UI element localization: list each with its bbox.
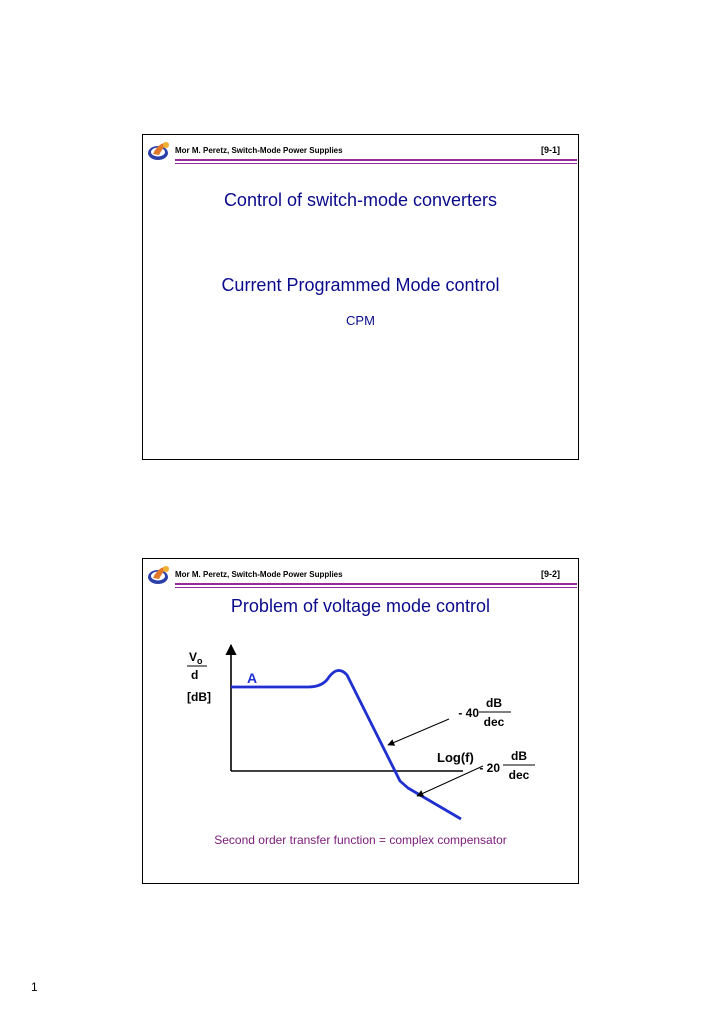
y-label-numerator: $V_o$: [189, 650, 203, 666]
slide-header: [143, 135, 578, 165]
slide-number: [9-1]: [540, 145, 560, 155]
slope2-value: - 20: [479, 761, 500, 775]
slope1-pointer: [388, 719, 449, 745]
slope1-unit-den: dec: [483, 715, 505, 729]
slide-9-2: [142, 558, 579, 884]
x-axis-label: Log(f): [437, 750, 474, 765]
slope1-value: - 40: [458, 706, 479, 720]
y-unit-label: [dB]: [187, 690, 211, 704]
header-rule: [175, 159, 577, 161]
university-logo-icon: [147, 139, 173, 161]
slide-9-1: [142, 134, 579, 460]
header-author: Mor M. Peretz, Switch-Mode Power Supplies: [175, 146, 343, 155]
slide-caption: Second order transfer function = complex compensator: [214, 833, 507, 847]
gain-label: A: [247, 670, 258, 686]
slide-subtitle: Current Programmed Mode control: [221, 275, 500, 295]
slide-title: Control of switch-mode converters: [223, 190, 498, 210]
slide-number: [9-2]: [540, 569, 560, 579]
slide-title: Problem of voltage mode control: [230, 596, 491, 616]
slope2-unit-num: dB: [511, 749, 527, 763]
slide-subsubtitle: CPM: [346, 313, 375, 328]
y-label-denominator: d: [191, 668, 199, 682]
slope2-unit-den: dec: [508, 768, 530, 782]
magnitude-curve: [231, 670, 461, 819]
page-number: 1: [31, 980, 38, 994]
header-author: Mor M. Peretz, Switch-Mode Power Supplies: [175, 570, 343, 579]
header-rule-thin: [175, 163, 577, 164]
slope1-unit-num: dB: [486, 696, 502, 710]
